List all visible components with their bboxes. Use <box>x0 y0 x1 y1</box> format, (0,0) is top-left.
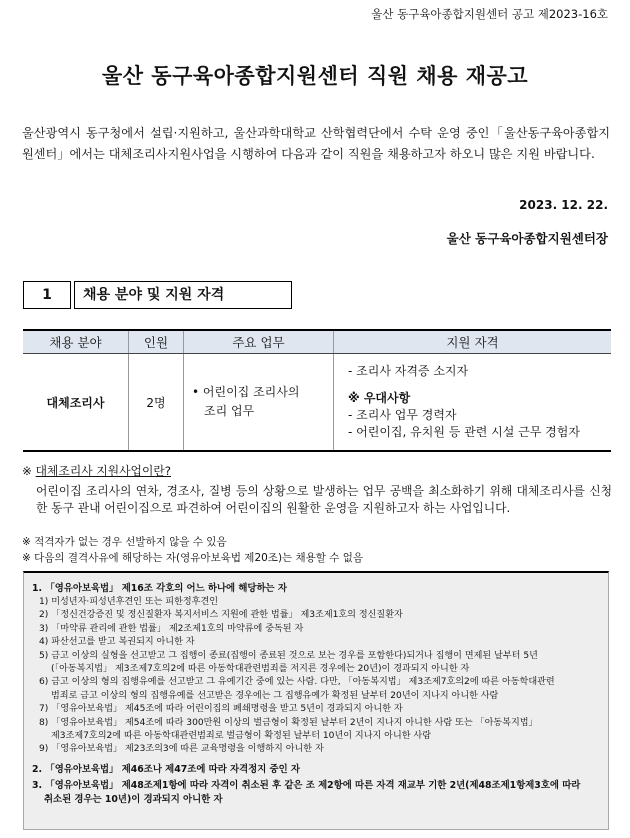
list-item <box>39 703 602 716</box>
duty-line: 조리 업무 <box>204 404 255 418</box>
list-item-line: 4) 파산선고를 받고 복권되지 아니한 자 <box>39 637 195 648</box>
cell-count: 2명 <box>129 354 184 452</box>
list-item-line: 9) 「영유아보육법」 제23조의3에 따른 교육명령을 이행하지 아니한 자 <box>39 744 324 755</box>
list-item <box>39 743 602 756</box>
duty-line: • 어린이집 조리사의 <box>192 385 300 399</box>
list-item <box>39 717 602 744</box>
disqualification-box <box>23 571 609 830</box>
note-line: ※ 적격자가 없는 경우 선발하지 않을 수 있음 <box>22 536 227 548</box>
note-mark: ※ <box>22 464 36 478</box>
list-item-line: 3) 「마약류 관리에 관한 법률」 제2조제1호의 마약류에 중독된 자 <box>39 623 304 634</box>
list-item <box>39 676 602 703</box>
list-item <box>39 650 602 677</box>
table-row <box>23 354 611 452</box>
list-item <box>39 609 602 622</box>
header-duty: 주요 업무 <box>184 330 334 354</box>
preference-heading: ※ 우대사항 <box>348 391 411 405</box>
qualification-line: - 조리사 자격증 소지자 <box>348 364 469 378</box>
list-item-line: 제3조제7호의2에 따른 아동학대관련범죄로 벌금형이 확정된 날부터 10년이 지나지 아니한 사람 <box>51 731 431 742</box>
list-item-line: 2) 「정신건강증진 및 정신질환자 복지서비스 지원에 관한 법률」 제3조제1호의 정신질환자 <box>39 610 403 621</box>
section-number: 1 <box>23 281 71 309</box>
list-item-line: 8) 「영유아보육법」 제54조에 따라 300만원 이상의 벌금형이 확정된 날부터 2년이 지나지 아니한 사람 또는 「아동복지법」 <box>39 717 538 728</box>
note-line: ※ 다음의 결격사유에 해당하는 자(영유아보육법 제20조)는 채용할 수 없음 <box>22 552 364 564</box>
disqualification-heading: 1. 「영유아보육법」 제16조 각호의 어느 하나에 해당하는 자 <box>32 583 287 594</box>
list-item <box>39 596 602 609</box>
header-qualification: 지원 자격 <box>334 330 612 354</box>
notes <box>22 534 612 566</box>
cell-field: 대체조리사 <box>23 354 129 452</box>
program-description <box>22 462 612 517</box>
list-item-line: 범죄로 금고 이상의 형의 집행유예를 선고받은 경우에는 그 집행유예가 확정된 날부터 20년이 지나지 아니한 사람 <box>51 690 499 701</box>
program-question: 대체조리사 지원사업이란? <box>35 464 172 478</box>
program-answer: 어린이집 조리사의 연차, 경조사, 질병 등의 상황으로 발생하는 업무 공백을 최소화하기 위해 대체조리사를 신청한 동구 관내 어린이집으로 파견하여 어린이집의 원활한 운영을 지원하고자 하는 사업입니다. <box>36 484 612 515</box>
signer: 울산 동구육아종합지원센터장 <box>446 231 608 246</box>
list-item-line: 6) 금고 이상의 형의 집행유예를 선고받고 그 유예기간 중에 있는 사람. 다만, 「아동복지법」 제3조제7호의2에 따른 아동학대관련 <box>39 677 555 688</box>
list-item-line: (「아동복지법」 제3조제7호의2에 따른 아동학대관련범죄를 저지른 경우에는 20년)이 경과되지 아니한 자 <box>51 664 470 675</box>
list-item <box>39 636 602 649</box>
heading-line: 3. 「영유아보육법」 제48조제1항에 따라 자격이 취소된 후 같은 조 제2항에 따른 자격 재교부 기한 2년(제48조제1항제3호에 따라 <box>32 779 581 791</box>
cell-duty <box>184 354 334 452</box>
list-item-line: 1) 미성년자·피성년후견인 또는 피한정후견인 <box>39 597 219 607</box>
section-title: 채용 분야 및 지원 자격 <box>74 281 292 309</box>
preference-line: - 조리사 업무 경력자 <box>348 408 457 422</box>
header-field: 채용 분야 <box>23 330 129 354</box>
disqualification-heading: 2. 「영유아보육법」 제46조나 제47조에 따라 자격정지 중인 자 <box>32 763 300 775</box>
preference-line: - 어린이집, 유치원 등 관련 시설 근무 경험자 <box>348 425 580 439</box>
cell-qualification <box>334 354 612 452</box>
recruitment-table <box>23 329 611 452</box>
list-item-line: 7) 「영유아보육법」 제45조에 따라 어린이집의 폐쇄명령을 받고 5년이 경과되지 아니한 자 <box>39 704 403 715</box>
disqualification-list <box>32 596 602 757</box>
list-item-line: 5) 금고 이상의 실형을 선고받고 그 집행이 종료(집행이 종료된 것으로 보는 경우를 포함한다)되거나 집행이 면제된 날부터 5년 <box>39 650 538 661</box>
page-title: 울산 동구육아종합지원센터 직원 채용 재공고 <box>101 64 529 88</box>
disqualification-heading <box>32 779 602 807</box>
table-header-row <box>23 330 611 354</box>
document-number: 울산 동구육아종합지원센터 공고 제2023-16호 <box>371 7 608 21</box>
header-count: 인원 <box>129 330 184 354</box>
intro-paragraph: 울산광역시 동구청에서 설립·지원하고, 울산과학대학교 산학협력단에서 수탁 운영 중인「울산동구육아종합지원센터」에서는 대체조리사지원사업을 시행하여 다음과 같이 직원을 채용하고자 하오니 많은 지원 바랍니다. <box>22 126 610 161</box>
list-item <box>39 623 602 636</box>
heading-line: 취소된 경우는 10년)이 경과되지 아니한 자 <box>44 793 223 805</box>
announcement-date: 2023. 12. 22. <box>519 198 608 212</box>
